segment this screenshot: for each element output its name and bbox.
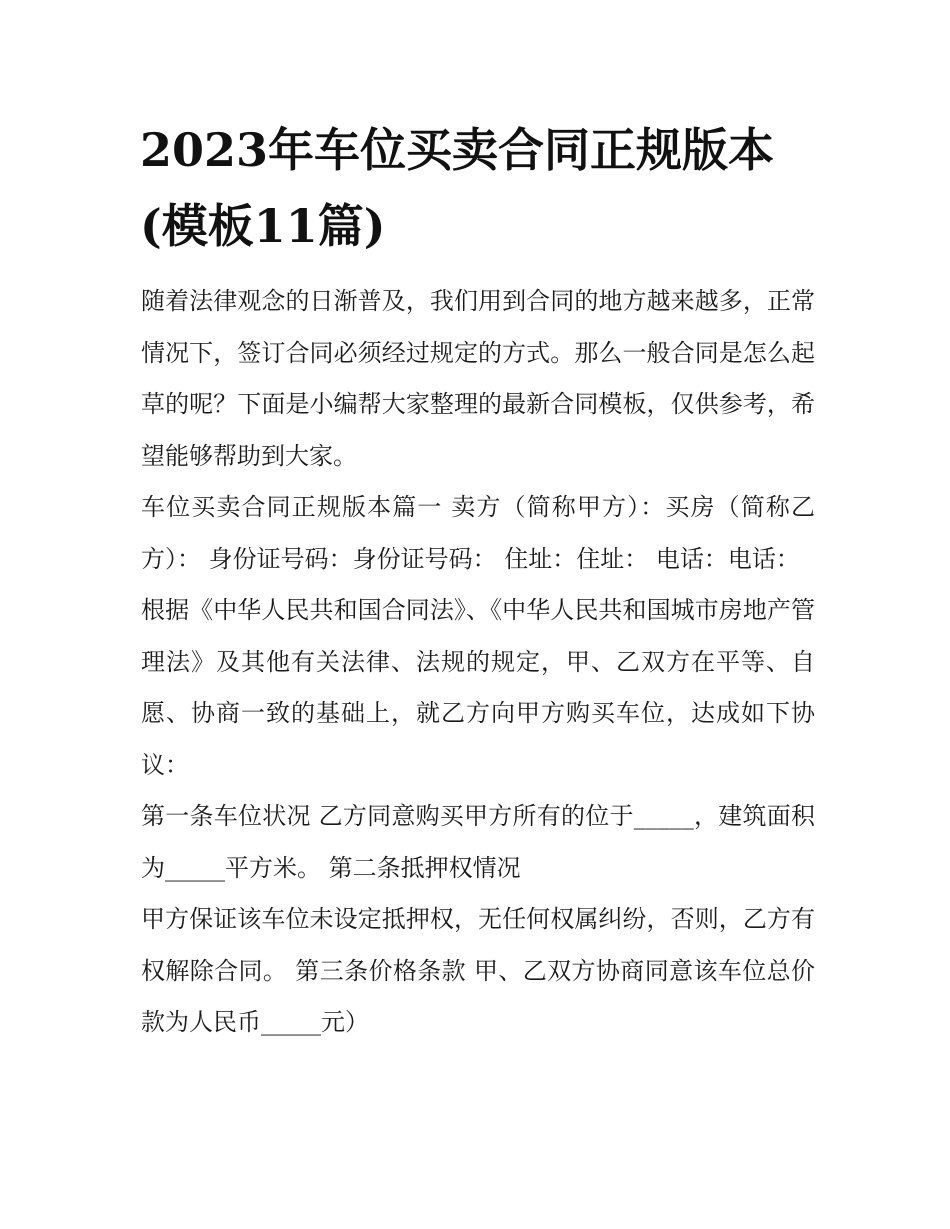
paragraph-article-1: 第一条车位状况 乙方同意购买甲方所有的位于_____，建筑面积为_____平方米。 第二条抵押权情况 <box>141 802 815 882</box>
document-title: 2023年车位买卖合同正规版本(模板11篇) <box>140 123 775 253</box>
paragraph-intro: 随着法律观念的日渐普及，我们用到合同的地方越来越多，正常情况下，签订合同必须经过规定的方式。那么一般合同是怎么起草的呢？下面是小编帮大家整理的最新合同模板，仅供参考，希望能够帮助到大家。 <box>141 287 815 470</box>
paragraph-parties: 车位买卖合同正规版本篇一 卖方（简称甲方）：买房（简称乙方）： 身份证号码：身份证号码： 住址：住址： 电话：电话： <box>141 493 815 573</box>
paragraph-legal-basis: 根据《中华人民共和国合同法》、《中华人民共和国城市房地产管理法》及其他有关法律、法规的规定，甲、乙双方在平等、自愿、协商一致的基础上，就乙方向甲方购买车位，达成如下协议： <box>141 596 815 779</box>
paragraph-article-2-3: 甲方保证该车位未设定抵押权，无任何权属纠纷，否则，乙方有权解除合同。 第三条价格条款 甲、乙双方协商同意该车位总价款为人民币_____元） <box>141 905 815 1036</box>
document-body <box>141 276 815 1049</box>
